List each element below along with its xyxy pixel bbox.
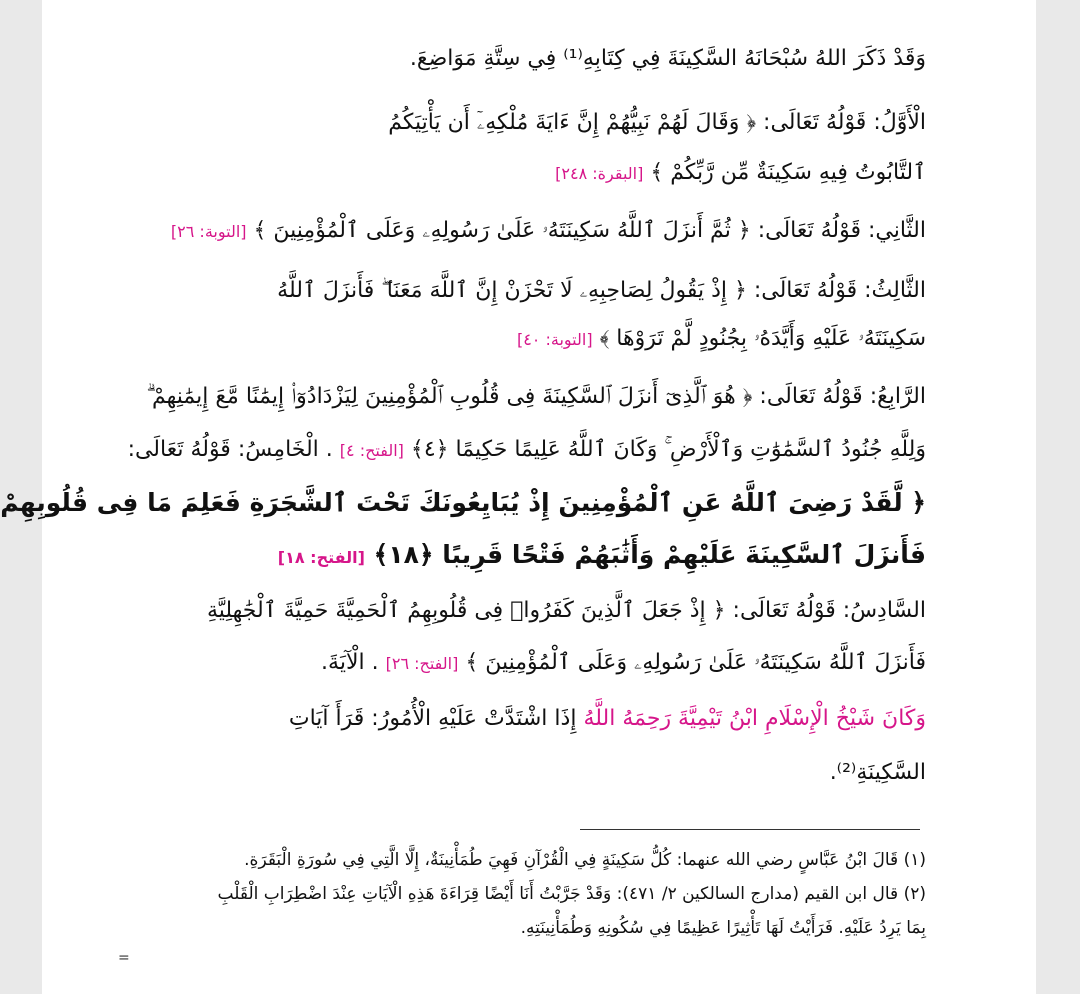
p7-highlight: وَكَانَ شَيْخُ الْإِسْلَامِ ابْنُ تَيْمِيَّةَ رَحِمَهُ اللَّهُ — [583, 706, 926, 731]
p3-line1: الثَّالِثُ: قَوْلُهُ تَعَالَى: ﴿ إِذْ يَقُولُ لِصَاحِبِهِۦ لَا تَحْزَنْ إِنَّ ٱللَّهَ مَعَنَا ۖ فَأَنزَلَ ٱللَّهُ — [277, 278, 926, 303]
p6-reference: [الفتح: ٢٦] — [385, 654, 459, 673]
p3-reference: [التوبة: ٤٠] — [516, 330, 593, 349]
p5-verse: فَأَنزَلَ ٱلسَّكِينَةَ عَلَيْهِمْ وَأَثَٰبَهُمْ فَتْحًا قَرِيبًا ﴿١٨﴾ — [373, 540, 926, 569]
p1-line1: الْأَوَّلُ: قَوْلُهُ تَعَالَى: ﴿ وَقَالَ لَهُمْ نَبِيُّهُمْ إِنَّ ءَايَةَ مُلْكِهِۦٓ أَن يَأْتِيَكُمُ — [388, 110, 926, 135]
p2-reference: [التوبة: ٢٦] — [170, 222, 247, 241]
p4-verse: وَلِلَّهِ جُنُودُ ٱلسَّمَٰوَٰتِ وَٱلْأَرْضِ ۚ وَكَانَ ٱللَّهُ عَلِيمًا حَكِيمًا ﴿٤﴾ — [410, 437, 926, 462]
p3-verse: سَكِينَتَهُۥ عَلَيْهِ وَأَيَّدَهُۥ بِجُنُودٍ لَّمْ تَرَوْهَا ﴾ — [599, 326, 926, 351]
p1-reference: [البقرة: ٢٤٨] — [555, 164, 644, 183]
footnote-2-line2: بِمَا يَرِدُ عَلَيْهِ. فَرَأَيْتُ لَهَا تَأْثِيرًا عَظِيمًا فِي سُكُونِهِ وَطُمَأْنِينَتِهِ. — [520, 918, 926, 938]
p7-rest: إِذَا اشْتَدَّتْ عَلَيْهِ الْأُمُورُ: قَرَأَ آيَاتِ — [288, 706, 577, 731]
p1-verse: ٱلتَّابُوتُ فِيهِ سَكِينَةٌ مِّن رَّبِّكُمْ ﴾ — [650, 160, 926, 185]
p3-line2 — [118, 326, 926, 351]
p2-verse: الثَّانِي: قَوْلُهُ تَعَالَى: ﴿ ثُمَّ أَنزَلَ ٱللَّهُ سَكِينَتَهُۥ عَلَىٰ رَسُولِهِۦ وَعَلَى ٱلْمُؤْمِنِينَ ﴾ — [253, 218, 926, 243]
footnote-2-line1: (٢) قال ابن القيم (مدارج السالكين ٢/ ٤٧١): وَقَدْ جَرَّبْتُ أَنَا أَيْضًا قِرَاءَةَ هَذِهِ الْآيَاتِ عِنْدَ اضْطِرَابِ الْقَلْبِ — [217, 884, 926, 904]
p1-line2 — [118, 160, 926, 185]
footnote-1: (١) قَالَ ابْنُ عَبَّاسٍ رضي الله عنهما: كُلُّ سَكِينَةٍ فِي الْقُرْآنِ فَهِيَ طُمَأْنِينَةٌ، إِلَّا الَّتِي فِي سُورَةِ الْبَقَرَةِ. — [244, 850, 926, 870]
p5-heading: . الْخَامِسُ: قَوْلُهُ تَعَالَى: — [127, 437, 333, 462]
p4-line2 — [118, 437, 926, 462]
p4-reference: [الفتح: ٤] — [339, 441, 404, 460]
p6-verse: فَأَنزَلَ ٱللَّهُ سَكِينَتَهُۥ عَلَىٰ رَسُولِهِۦ وَعَلَى ٱلْمُؤْمِنِينَ ﴾ — [465, 650, 926, 675]
p6-line2 — [118, 650, 926, 675]
p4-line1: الرَّابِعُ: قَوْلُهُ تَعَالَى: ﴿ هُوَ ٱلَّذِىٓ أَنزَلَ ٱلسَّكِينَةَ فِى قُلُوبِ ٱلْمُؤْمِنِينَ لِيَزْدَادُوٓا۟ إِيمَٰنًا مَّعَ إِيمَٰنِهِمْ ۗ — [146, 384, 926, 409]
p2-line — [118, 218, 926, 243]
p5-line2 — [118, 540, 926, 569]
p7-line1 — [118, 706, 926, 731]
p6-line1: السَّادِسُ: قَوْلُهُ تَعَالَى: ﴿ إِذْ جَعَلَ ٱلَّذِينَ كَفَرُوا۟ فِى قُلُوبِهِمُ ٱلْحَمِيَّةَ حَمِيَّةَ ٱلْجَٰهِلِيَّةِ — [206, 598, 926, 623]
p5-line1: ﴿ لَّقَدْ رَضِىَ ٱللَّهُ عَنِ ٱلْمُؤْمِنِينَ إِذْ يُبَايِعُونَكَ تَحْتَ ٱلشَّجَرَةِ فَعَلِمَ مَا فِى قُلُوبِهِمْ — [0, 488, 926, 517]
page-mark: = — [118, 950, 130, 966]
intro-line: وَقَدْ ذَكَرَ اللهُ سُبْحَانَهُ السَّكِينَةَ فِي كِتَابِهِ⁽¹⁾ فِي سِتَّةِ مَوَاضِعَ. — [409, 46, 926, 71]
p6-tail: . الْآيَةَ. — [321, 650, 379, 675]
footnote-separator — [580, 829, 920, 830]
p5-reference: [الفتح: ١٨] — [277, 548, 365, 567]
p7-line2: السَّكِينَةِ⁽²⁾. — [829, 760, 926, 785]
